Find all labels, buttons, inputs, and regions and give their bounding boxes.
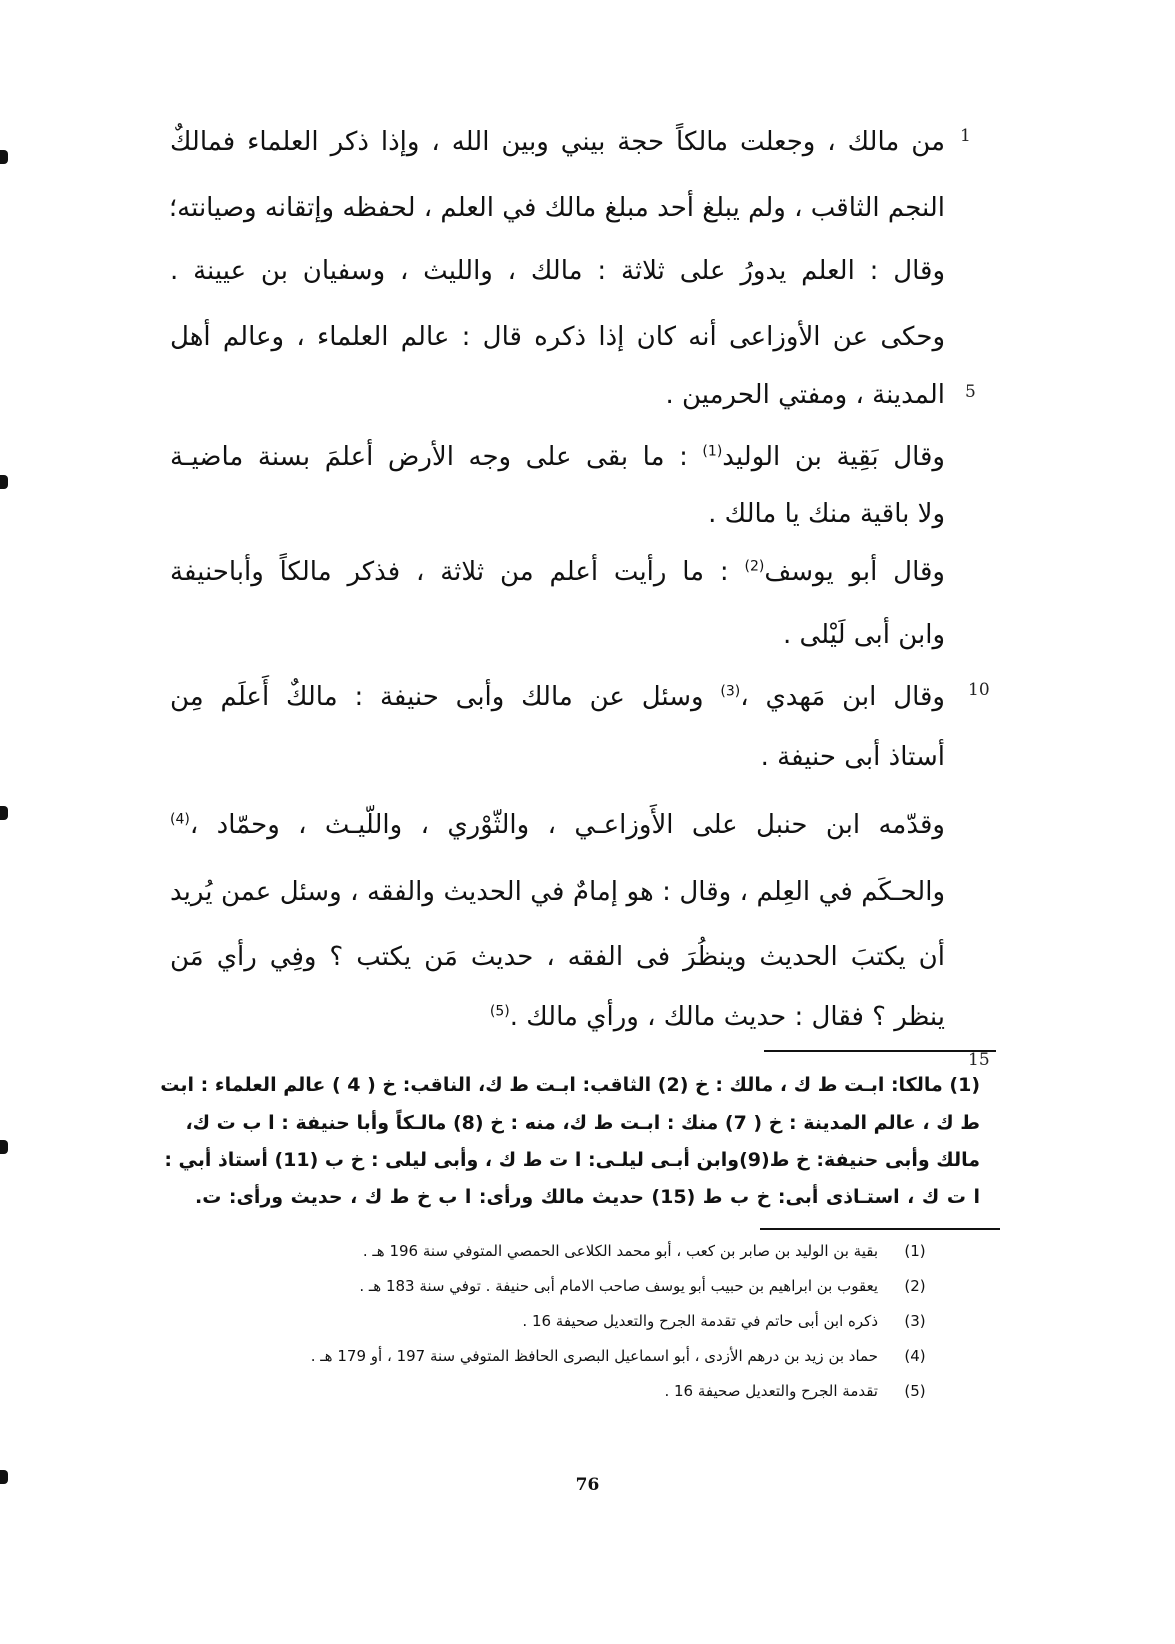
variant-line: ط ك ، عالم المدينة : خ ( 7) منك : ابـت ط ك، منه : خ (8) مالـكاً وأبا حنيفة : ا ب ت ك، <box>185 1112 980 1134</box>
footnote-number: (5) <box>904 1382 926 1400</box>
line-number-5: 5 <box>965 382 976 402</box>
text-line: وابن أبى لَيْلى . <box>782 620 945 650</box>
footnote <box>170 1345 930 1367</box>
page-number: 76 <box>575 1475 600 1495</box>
text-segment: وقال أبو يوسف <box>764 557 945 587</box>
footnote-number: (4) <box>904 1347 926 1365</box>
margin-mark <box>0 1140 8 1154</box>
footnote <box>170 1275 930 1297</box>
footnote-text: تقدمة الجرح والتعديل صحيفة 16 . <box>664 1382 878 1400</box>
footnote-text: بقية بن الوليد بن صابر بن كعب ، أبو محمد الكلاعى الحمصي المتوفي سنة 196 هـ . <box>362 1242 878 1260</box>
text-segment: وقال بَقِية بن الوليد <box>722 442 945 472</box>
footnote <box>170 1240 930 1262</box>
variant-line: مالك وأبى حنيفة: خ ط(9)وابن أبـى ليلـى: ا ت ط ك ، وأبى ليلى : خ ب (11) أستاذ أبي : <box>164 1149 980 1171</box>
separator-rule <box>760 1228 1000 1230</box>
line-number-10: 10 <box>968 680 990 700</box>
note-marker: (3) <box>720 683 741 700</box>
text-line <box>170 440 945 474</box>
text-segment: : ما بقى على وجه الأرض أعلمَ بسنة ماضيـة <box>170 442 703 472</box>
note-marker: (1) <box>702 443 723 460</box>
variant-line: (1) مالكا: ابـت ط ك ، مالك : خ (2) الثاقب: ابـت ط ك، الناقب: خ ( 4 ) عالم العلماء : ابت <box>160 1074 980 1096</box>
footnote <box>170 1380 930 1402</box>
text-line: ولا باقية منك يا مالك . <box>708 499 945 529</box>
footnote-text: حماد بن زيد بن درهم الأزدى ، أبو اسماعيل البصرى الحافظ المتوفي سنة 197 ، أو 179 هـ . <box>310 1347 878 1365</box>
text-segment: وقدّمه ابن حنبل على الأَوزاعـي ، والثّوْري ، واللّيـث ، وحمّاد ، <box>189 810 945 840</box>
text-segment: وسئل عن مالك وأبى حنيفة : مالكٌ أَعلَم مِن <box>170 682 721 712</box>
note-marker: (2) <box>744 558 765 575</box>
text-line <box>170 1000 945 1034</box>
footnote-number: (3) <box>904 1312 926 1330</box>
text-segment: ينظر ؟ فقال : حديث مالك ، ورأي مالك . <box>509 1002 945 1032</box>
text-line: النجم الثاقب ، ولم يبلغ أحد مبلغ مالك في العلم ، لحفظه وإتقانه وصيانته؛ <box>168 193 945 223</box>
footnote-number: (1) <box>904 1242 926 1260</box>
line-number-15: 15 <box>968 1050 990 1070</box>
text-segment: وقال ابن مَهدي ، <box>740 682 945 712</box>
text-line: وقال : العلم يدورُ على ثلاثة : مالك ، والليث ، وسفيان بن عيينة . <box>170 256 945 286</box>
text-line: وحكى عن الأوزاعى أنه كان إذا ذكره قال : عالم العلماء ، وعالم أهل <box>170 322 945 352</box>
text-line: أن يكتبَ الحديث وينظُرَ فى الفقه ، حديث مَن يكتب ؟ وفِي رأي مَن <box>170 942 945 972</box>
note-marker: (4) <box>170 811 190 828</box>
variant-line: ا ت ك ، استـاذى أبى: خ ب ط (15) حديث مالك ورأى: ا ب خ ط ك ، حديث ورأى: ت. <box>195 1186 981 1208</box>
text-line: من مالك ، وجعلت مالكاً حجة بيني وبين الله ، وإذا ذكر العلماء فمالكٌ <box>170 127 945 157</box>
text-segment: : ما رأيت أعلم من ثلاثة ، فذكر مالكاً وأباحنيفة <box>170 557 745 587</box>
text-line <box>170 555 945 589</box>
separator-rule <box>764 1050 996 1052</box>
text-line: المدينة ، ومفتي الحرمين . <box>665 380 945 410</box>
text-line <box>170 680 945 714</box>
footnote <box>170 1310 930 1332</box>
margin-mark <box>0 150 8 164</box>
margin-mark <box>0 806 8 820</box>
text-line <box>170 808 945 842</box>
note-marker: (5) <box>489 1003 510 1020</box>
footnote-number: (2) <box>904 1277 926 1295</box>
text-line: أستاذ أبى حنيفة . <box>760 742 945 772</box>
text-line: والحـكَم في العِلم ، وقال : هو إمامٌ في الحديث والفقه ، وسئل عمن يُريد <box>170 877 945 907</box>
footnote-text: يعقوب بن ابراهيم بن حبيب أبو يوسف صاحب الامام أبى حنيفة . توفي سنة 183 هـ . <box>359 1277 878 1295</box>
footnote-text: ذكره ابن أبى حاتم في تقدمة الجرح والتعديل صحيفة 16 . <box>522 1312 878 1330</box>
line-number-1: 1 <box>960 126 971 146</box>
margin-mark <box>0 475 8 489</box>
